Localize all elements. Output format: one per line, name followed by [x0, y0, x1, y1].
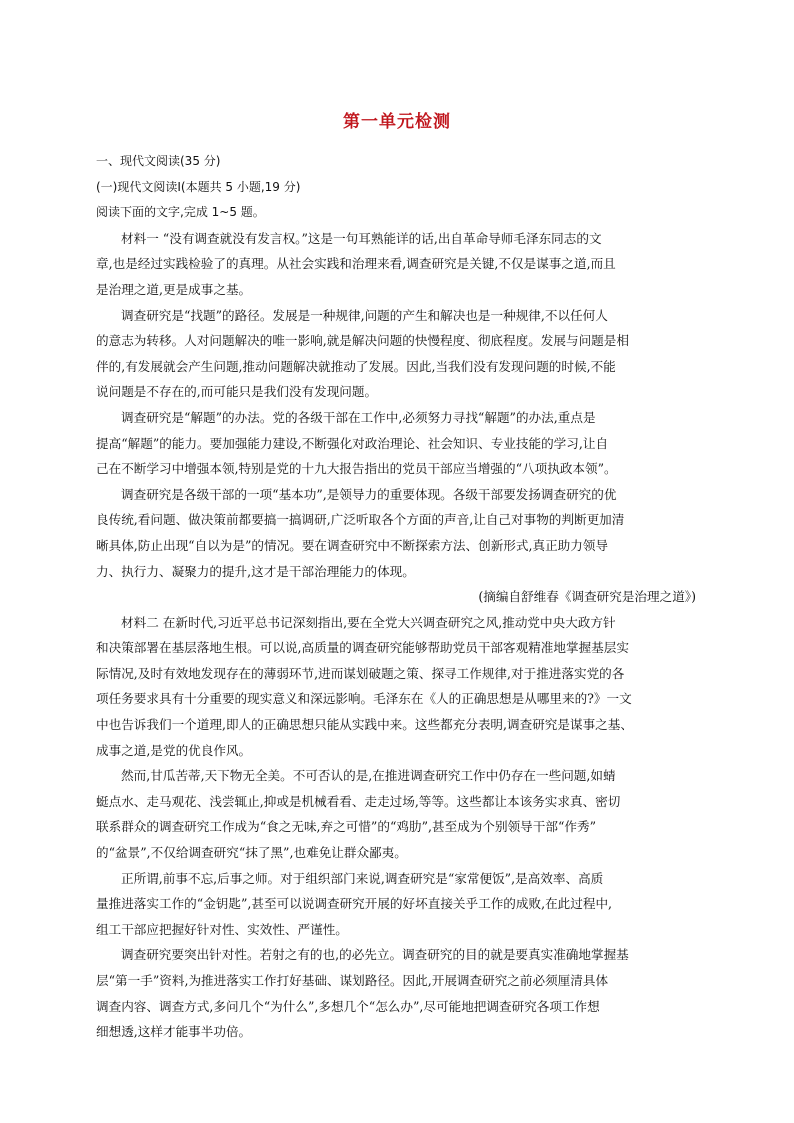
text-line: 然而,甘瓜苦蒂,天下物无全美。不可否认的是,在推进调查研究工作中仍存在一些问题,如蜻 — [121, 768, 616, 784]
text-line: 项任务要求具有十分重要的现实意义和深远影响。毛泽东在《人的正确思想是从哪里来的?》一文 — [96, 691, 632, 707]
text-line: 中也告诉我们一个道理,即人的正确思想只能从实践中来。这些都充分表明,调查研究是谋事之基、 — [96, 717, 633, 733]
text-line: 正所谓,前事不忘,后事之师。对于组织部门来说,调查研究是“家常便饭”,是高效率、高质 — [121, 870, 604, 886]
article-text — [96, 226, 696, 1045]
text-line: 调查研究要突出针对性。若射之有的也,的必先立。调查研究的目的就是要真实准确地掌握基 — [121, 947, 629, 963]
text-line: 联系群众的调查研究工作成为“食之无味,弃之可惜”的“鸡肋”,甚至成为个别领导干部“作秀” — [96, 819, 597, 835]
text-line: 调查研究是各级干部的一项“基本功”,是领导力的重要体现。各级干部要发扬调查研究的优 — [121, 486, 617, 502]
text-line: 材料二 在新时代,习近平总书记深刻指出,要在全党大兴调查研究之风,推动党中央大政方针 — [121, 614, 616, 630]
text-line: 调查内容、调查方式,多问几个“为什么”,多想几个“怎么办”,尽可能地把调查研究各项工作想 — [96, 998, 600, 1014]
text-line: 说问题是不存在的,而可能只是我们没有发现问题。 — [96, 384, 378, 400]
text-line: 组工干部应把握好针对性、实效性、严谨性。 — [96, 921, 348, 937]
text-line: 蜓点水、走马观花、浅尝辄止,抑或是机械看看、走走过场,等等。这些都让本该务实求真、密切 — [96, 793, 621, 809]
document-body — [96, 149, 696, 1045]
text-line: 和决策部署在基层落地生根。可以说,高质量的调查研究能够帮助党员干部客观精准地掌握基层实 — [96, 640, 629, 656]
text-line: 的“盆景”,不仅给调查研究“抹了黑”,也难免让群众鄙夷。 — [96, 845, 407, 861]
section-heading: 一、现代文阅读(35 分) — [96, 154, 221, 168]
text-line: 提高“解题”的能力。要加强能力建设,不断强化对政治理论、社会知识、专业技能的学习,让自 — [96, 435, 609, 451]
reading-instruction: 阅读下面的文字,完成 1~5 题。 — [96, 205, 265, 220]
text-line: 材料一 “没有调查就没有发言权。”这是一句耳熟能详的话,出自革命导师毛泽东同志的文 — [121, 230, 602, 246]
page-title: 第一单元检测 — [343, 112, 451, 132]
text-line: 是治理之道,更是成事之基。 — [96, 281, 252, 297]
text-line: 成事之道,是党的优良作风。 — [96, 742, 252, 758]
text-line: 晰具体,防止出现“自以为是”的情况。要在调查研究中不断探索方法、创新形式,真正助力领导 — [96, 537, 609, 553]
text-line: 调查研究是“解题”的办法。党的各级干部在工作中,必须努力寻找“解题”的办法,重点是 — [121, 409, 596, 425]
text-line: 伴的,有发展就会产生问题,推动问题解决就推动了发展。因此,当我们没有发现问题的时候,不能 — [96, 358, 616, 374]
text-line: 章,也是经过实践检验了的真理。从社会实践和治理来看,调查研究是关键,不仅是谋事之道,而且 — [96, 256, 616, 272]
text-line: 己在不断学习中增强本领,特别是党的十九大报告指出的党员干部应当增强的“八项执政本领”。 — [96, 461, 617, 477]
text-line: 的意志为转移。人对问题解决的唯一影响,就是解决问题的快慢程度、彻底程度。发展与问题是相 — [96, 333, 629, 349]
text-line: 细想透,这样才能事半功倍。 — [96, 1024, 252, 1040]
text-line: 力、执行力、凝聚力的提升,这才是干部治理能力的体现。 — [96, 563, 415, 579]
text-line: (摘编自舒维春《调查研究是治理之道》) — [478, 589, 696, 605]
text-line: 层“第一手”资料,为推进落实工作打好基础、谋划路径。因此,开展调查研究之前必须厘清具体 — [96, 973, 609, 988]
text-line: 量推进落实工作的“金钥匙”,甚至可以说调查研究开展的好坏直接关乎工作的成败,在此过程中, — [96, 896, 613, 912]
text-line: 际情况,及时有效地发现存在的薄弱环节,进而谋划破题之策、探寻工作规律,对于推进落实党的各 — [96, 665, 625, 681]
text-line: 调查研究是“找题”的路径。发展是一种规律,问题的产生和解决也是一种规律,不以任何人 — [121, 307, 608, 323]
text-line: 良传统,看问题、做决策前都要搞一搞调研,广泛听取各个方面的声音,让自己对事物的判断更加清 — [96, 512, 625, 528]
subsection-heading: (一)现代文阅读Ⅰ(本题共 5 小题,19 分) — [96, 179, 301, 194]
